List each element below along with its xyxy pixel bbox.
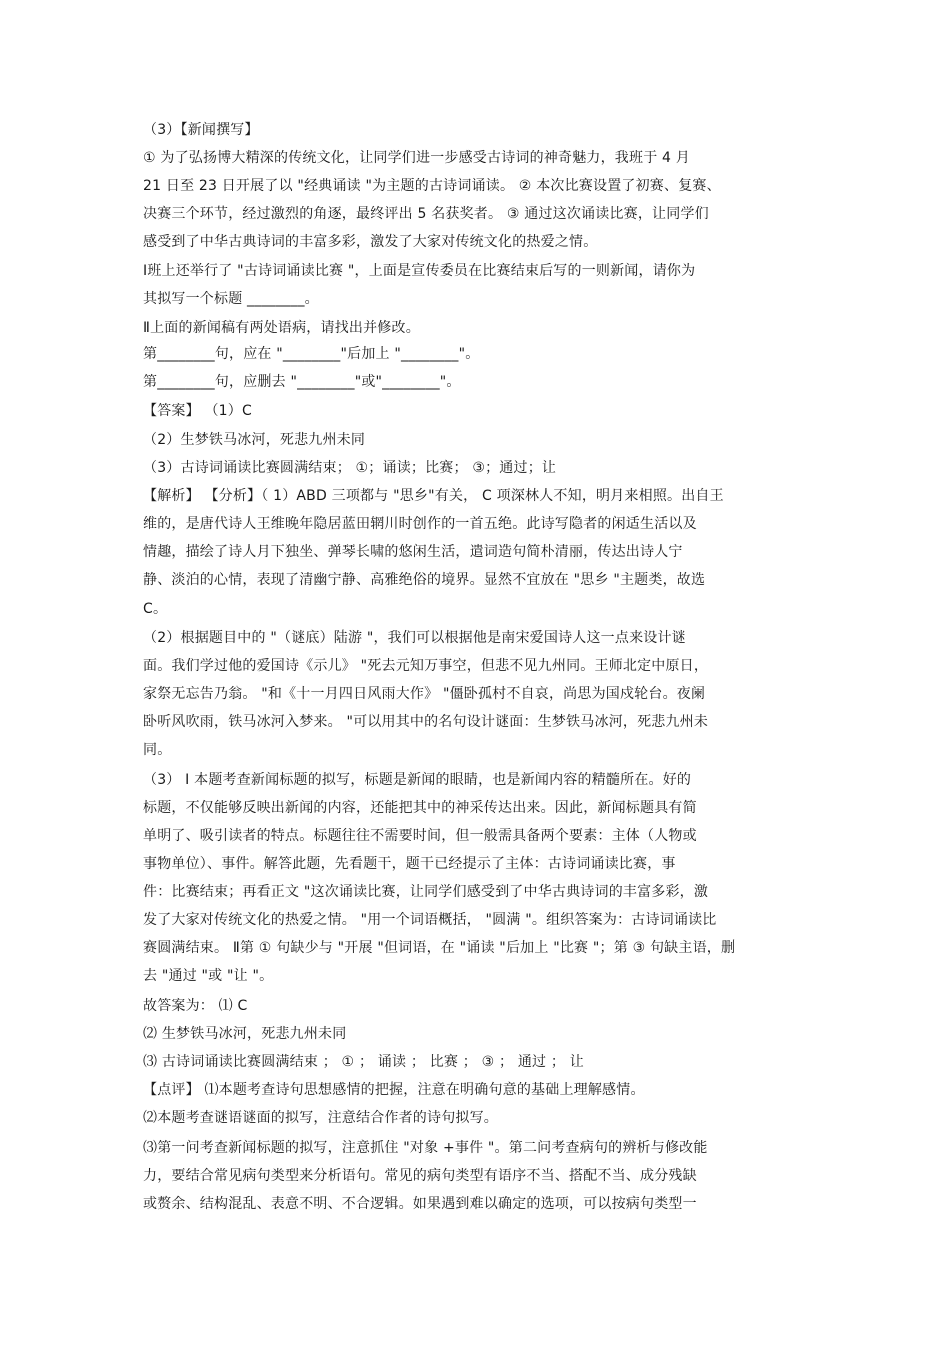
text-line: 其拟写一个标题 ________。: [143, 291, 319, 307]
text-line: ① 为了弘扬博大精深的传统文化，让同学们进一步感受古诗词的神奇魅力，我班于 4 月: [143, 150, 691, 166]
text-line: 21 日至 23 日开展了以 "经典诵读 "为主题的古诗词诵读。 ② 本次比赛设置了初赛、复赛、: [143, 178, 721, 194]
text-line: 情趣，描绘了诗人月下独坐、弹琴长啸的悠闲生活，遣词造句简朴清丽，传达出诗人宁: [143, 544, 683, 560]
text-line: 力，要结合常见病句类型来分析语句。常见的病句类型有语序不当、搭配不当、成分残缺: [143, 1168, 697, 1184]
text-line: ⑶ 古诗词诵读比赛圆满结束 ； ① ； 诵读 ； 比赛 ； ③ ； 通过 ； 让: [143, 1054, 584, 1070]
text-line: （3） Ⅰ 本题考查新闻标题的拟写，标题是新闻的眼睛，也是新闻内容的精髓所在。好的: [143, 772, 692, 788]
text-line: 【点评】 ⑴本题考查诗句思想感情的把握，注意在明确句意的基础上理解感情。: [143, 1082, 645, 1098]
text-line: 决赛三个环节，经过激烈的角逐，最终评出 5 名获奖者。 ③ 通过这次诵读比赛，让同学们: [143, 206, 709, 222]
text-line: ⑶第一问考查新闻标题的拟写，注意抓住 "对象 +事件 "。第二问考查病句的辨析与修改能: [143, 1140, 708, 1156]
text-line: Ⅰ班上还举行了 "古诗词诵读比赛 "，上面是宣传委员在比赛结束后写的一则新闻，请你为: [143, 263, 696, 279]
text-line: （2）生梦铁马冰河，死悲九州未同: [143, 432, 366, 448]
text-line: 面。我们学过他的爱国诗《示儿》 "死去元知万事空，但悲不见九州同。王师北定中原日，: [143, 658, 709, 674]
text-line: （3）【新闻撰写】: [143, 122, 259, 138]
text-line: 件：比赛结束；再看正文 "这次诵读比赛，让同学们感受到了中华古典诗词的丰富多彩，激: [143, 884, 709, 900]
text-line: 家祭无忘告乃翁。 "和《十一月四日风雨大作》 "僵卧孤村不自哀，尚思为国戍轮台。夜阑: [143, 686, 706, 702]
text-line: 卧听风吹雨，铁马冰河入梦来。 "可以用其中的名句设计谜面：生梦铁马冰河，死悲九州未: [143, 714, 709, 730]
text-line: Ⅱ上面的新闻稿有两处语病，请找出并修改。: [143, 320, 420, 336]
text-line: ⑵本题考查谜语谜面的拟写，注意结合作者的诗句拟写。: [143, 1110, 498, 1126]
text-line: ⑵ 生梦铁马冰河，死悲九州未同: [143, 1026, 347, 1042]
text-line: 同。: [143, 742, 172, 758]
text-line: 【答案】 （1）C: [143, 403, 252, 419]
text-line: C。: [143, 601, 168, 617]
text-line: 感受到了中华古典诗词的丰富多彩，激发了大家对传统文化的热爱之情。: [143, 234, 598, 250]
text-line: 发了大家对传统文化的热爱之情。 "用一个词语概括， "圆满 "。组织答案为：古诗词诵读比: [143, 912, 717, 928]
text-line: 去 "通过 "或 "让 "。: [143, 968, 274, 984]
text-line: （3）古诗词诵读比赛圆满结束； ①；诵读；比赛； ③；通过；让: [143, 460, 557, 476]
text-line: 第________句，应删去 "________"或"________"。: [143, 374, 461, 390]
text-line: 第________句，应在 "________"后加上 "________"。: [143, 346, 480, 362]
text-line: （2）根据题目中的 "（谜底）陆游 "，我们可以根据他是南宋爱国诗人这一点来设计谜: [143, 630, 686, 646]
text-line: 静、淡泊的心情，表现了清幽宁静、高雅绝俗的境界。显然不宜放在 "思乡 "主题类，故选: [143, 572, 706, 588]
text-line: 维的，是唐代诗人王维晚年隐居蓝田辋川时创作的一首五绝。此诗写隐者的闲适生活以及: [143, 516, 697, 532]
text-line: 标题，不仅能够反映出新闻的内容，还能把其中的神采传达出来。因此，新闻标题具有简: [143, 800, 697, 816]
text-line: 单明了、吸引读者的特点。标题往往不需要时间，但一般需具备两个要素：主体（人物或: [143, 828, 697, 844]
text-line: 故答案为： ⑴ C: [143, 998, 248, 1014]
text-line: 【解析】 【分析】（ 1）ABD 三项都与 "思乡"有关， C 项深林人不知，明月来相照。出自王: [143, 488, 724, 504]
text-line: 事物单位）、事件。解答此题，先看题干，题干已经提示了主体：古诗词诵读比赛，事: [143, 856, 676, 872]
text-line: 或赘余、结构混乱、表意不明、不合逻辑。如果遇到难以确定的选项，可以按病句类型一: [143, 1196, 697, 1212]
text-line: 赛圆满结束。 Ⅱ第 ① 句缺少与 "开展 "但词语，在 "诵读 "后加上 "比赛 "；第 ③ 句缺主语，删: [143, 940, 736, 956]
